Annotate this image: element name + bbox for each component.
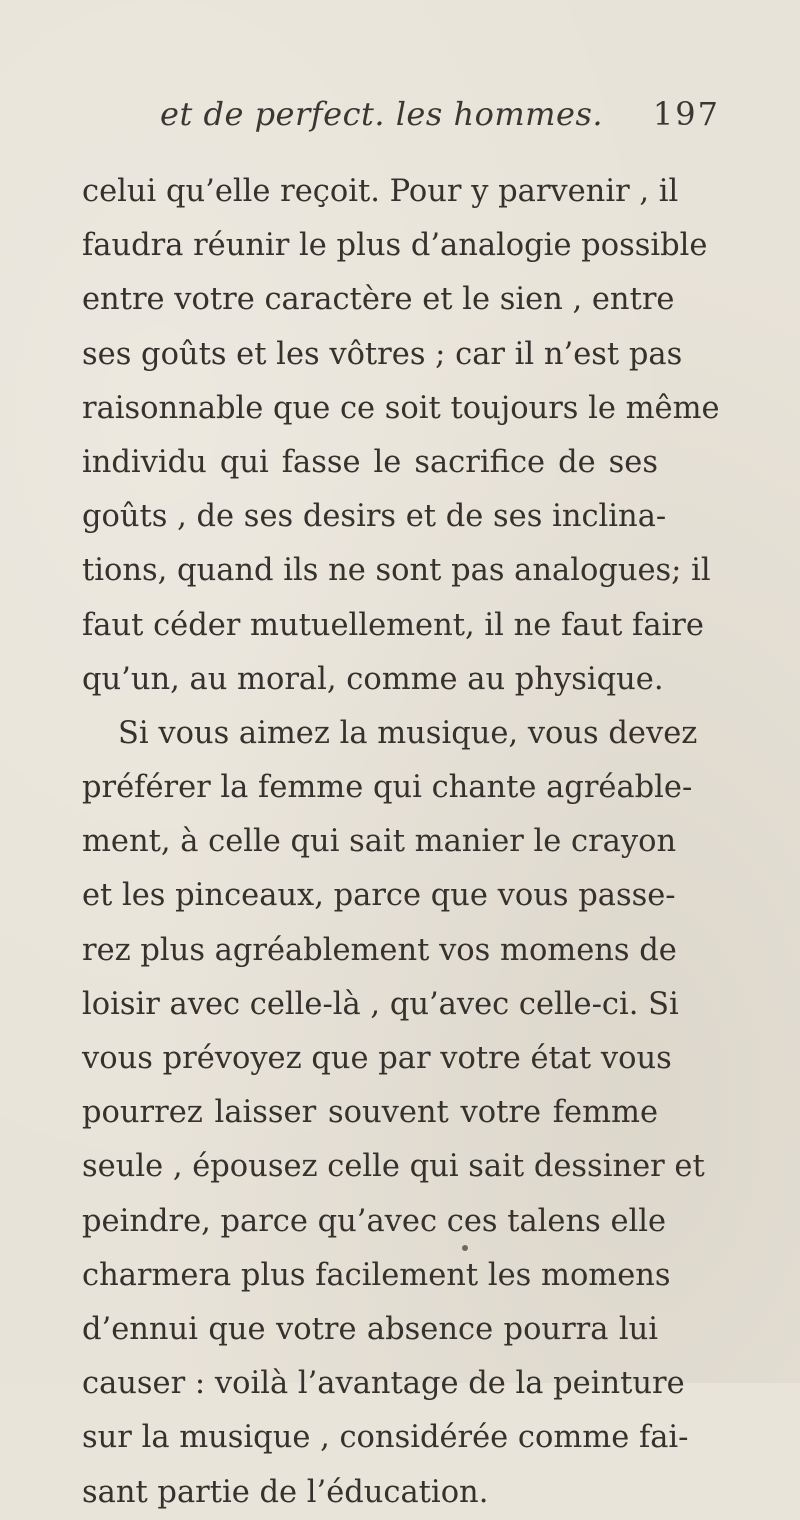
- text-line: ses goûts et les vôtres ; car il n’est pas: [82, 336, 683, 372]
- text-line: raisonnable que ce soit toujours le même: [82, 390, 720, 426]
- ink-speck: [462, 1245, 468, 1251]
- text-line: pourrez laisser souvent votre femme: [82, 1095, 658, 1131]
- text-line: tions, quand ils ne sont pas analogues; il: [82, 553, 711, 589]
- text-line: sur la musique , considérée comme fai-: [82, 1420, 689, 1456]
- running-head-title: et de perfect. les hommes.: [160, 95, 604, 133]
- text-line: ment, à celle qui sait manier le crayon: [82, 824, 677, 860]
- text-line: vous prévoyez que par votre état vous: [82, 1041, 672, 1076]
- text-line: rez plus agréablement vos momens de: [82, 932, 677, 968]
- page-number: 197: [652, 95, 720, 133]
- text-line: goûts , de ses desirs et de ses inclina-: [82, 499, 667, 535]
- text-line: d’ennui que votre absence pourra lui: [82, 1311, 658, 1347]
- text-line: faut céder mutuellement, il ne faut faire: [82, 607, 704, 643]
- text-line: charmera plus facilement les momens: [82, 1257, 671, 1293]
- text-line: causer : voilà l’avantage de la peinture: [82, 1366, 685, 1402]
- text-line: et les pinceaux, parce que vous passe-: [82, 878, 676, 914]
- text-line: faudra réunir le plus d’analogie possible: [82, 228, 708, 264]
- text-line: préférer la femme qui chante agréable-: [82, 770, 693, 806]
- text-line: sant partie de l’éducation.: [82, 1474, 489, 1510]
- running-head: [160, 95, 720, 145]
- body-text: [82, 165, 720, 1520]
- text-line: peindre, parce qu’avec ces talens elle: [82, 1203, 667, 1239]
- paragraph: [82, 707, 705, 1520]
- text-line: entre votre caractère et le sien , entre: [82, 282, 675, 318]
- text-line: seule , épousez celle qui sait dessiner et: [82, 1149, 705, 1185]
- paragraph: [82, 165, 720, 707]
- text-line: qu’un, au moral, comme au physique.: [82, 661, 664, 697]
- text-line: loisir avec celle-là , qu’avec celle-ci. Si: [82, 986, 679, 1022]
- text-line: Si vous aimez la musique, vous devez: [118, 715, 698, 751]
- text-line: celui qu’elle reçoit. Pour y parvenir , il: [82, 174, 679, 209]
- text-line: individu qui fasse le sacrifice de ses: [82, 444, 658, 480]
